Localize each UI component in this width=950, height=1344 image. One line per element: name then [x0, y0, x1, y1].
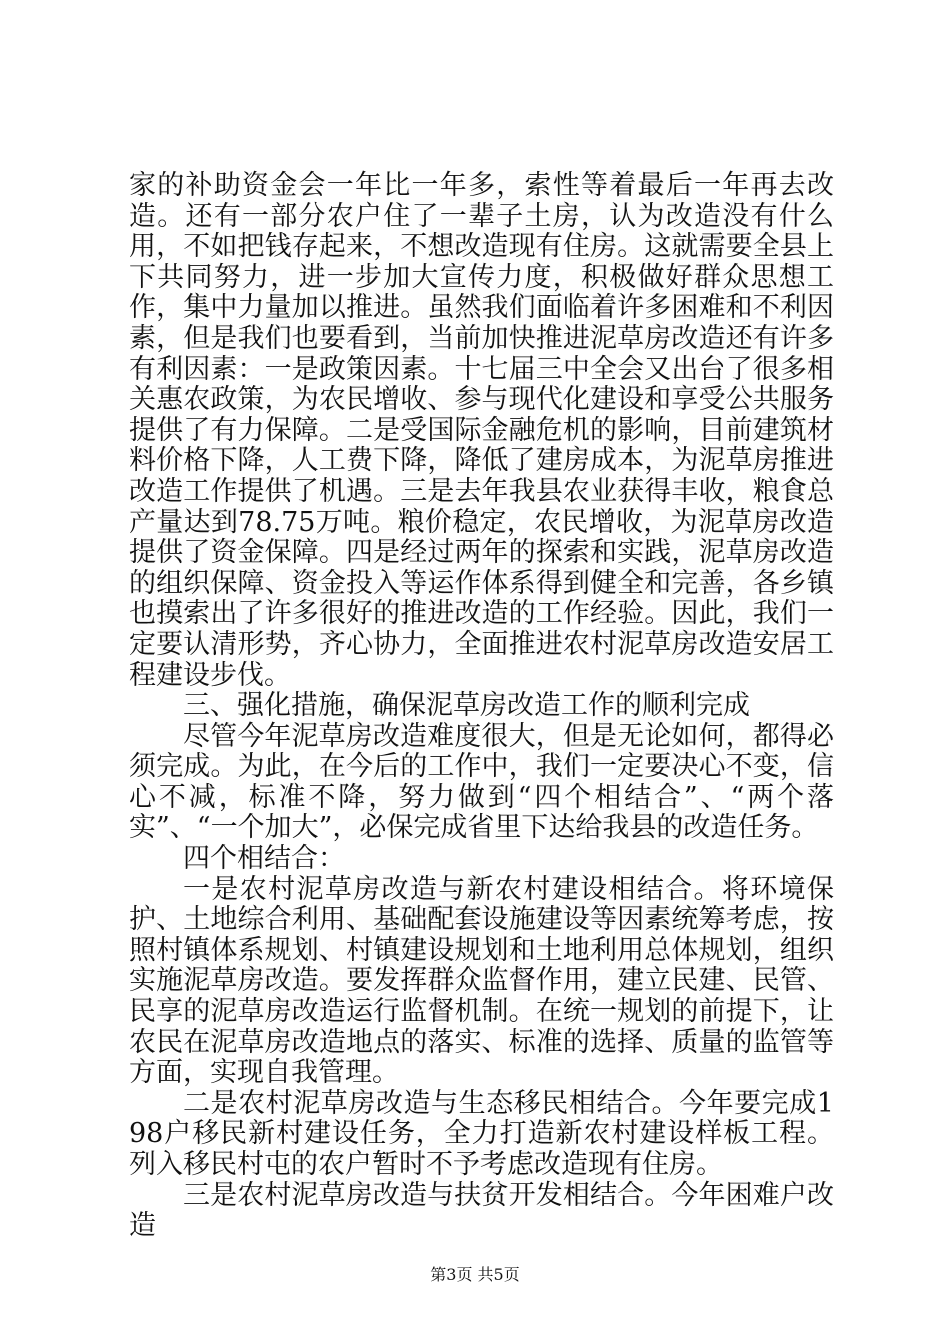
page-number-footer: 第3页 共5页 [430, 1265, 520, 1284]
paragraph: 三是农村泥草房改造与扶贫开发相结合。今年困难户改造 [129, 1179, 834, 1242]
paragraph: 二是农村泥草房改造与生态移民相结合。今年要完成198户移民新村建设任务，全力打造新农村建设样板工程。列入移民村屯的农户暂时不予考虑改造现有住房。 [129, 1087, 834, 1180]
paragraph: 尽管今年泥草房改造难度很大，但是无论如何，都得必须完成。为此，在今后的工作中，我们一定要决心不变，信心不减，标准不降，努力做到“四个相结合”、“两个落实”、“一个加大”，必保完成省里下达给我县的改造任务。 [129, 720, 834, 844]
document-body [129, 171, 834, 1242]
section-heading: 三、强化措施，确保泥草房改造工作的顺利完成 [183, 690, 750, 722]
paragraph: 一是农村泥草房改造与新农村建设相结合。将环境保护、土地综合利用、基础配套设施建设等因素统筹考虑，按照村镇体系规划、村镇建设规划和土地利用总体规划，组织实施泥草房改造。要发挥群众监督作用，建立民建、民管、民享的泥草房改造运行监督机制。在统一规划的前提下，让农民在泥草房改造地点的落实、标准的选择、质量的监管等方面，实现自我管理。 [129, 873, 834, 1089]
paragraph-continued: 家的补助资金会一年比一年多，索性等着最后一年再去改造。还有一部分农户住了一辈子土房，认为改造没有什么用，不如把钱存起来，不想改造现有住房。这就需要全县上下共同努力，进一步加大宣传力度，积极做好群众思想工作，集中力量加以推进。虽然我们面临着许多困难和不利因素，但是我们也要看到，当前加快推进泥草房改造还有许多有利因素：一是政策因素。十七届三中全会又出台了很多相关惠农政策，为农民增收、参与现代化建设和享受公共服务提供了有力保障。二是受国际金融危机的影响，目前建筑材料价格下降，人工费下降，降低了建房成本，为泥草房推进改造工作提供了机遇。三是去年我县农业获得丰收，粮食总产量达到78.75万吨。粮价稳定，农民增收，为泥草房改造提供了资金保障。四是经过两年的探索和实践，泥草房改造的组织保障、资金投入等运作体系得到健全和完善，各乡镇也摸索出了许多很好的推进改造的工作经验。因此，我们一定要认清形势，齐心协力，全面推进农村泥草房改造安居工程建设步伐。 [129, 170, 834, 691]
list-heading: 四个相结合： [183, 843, 345, 875]
